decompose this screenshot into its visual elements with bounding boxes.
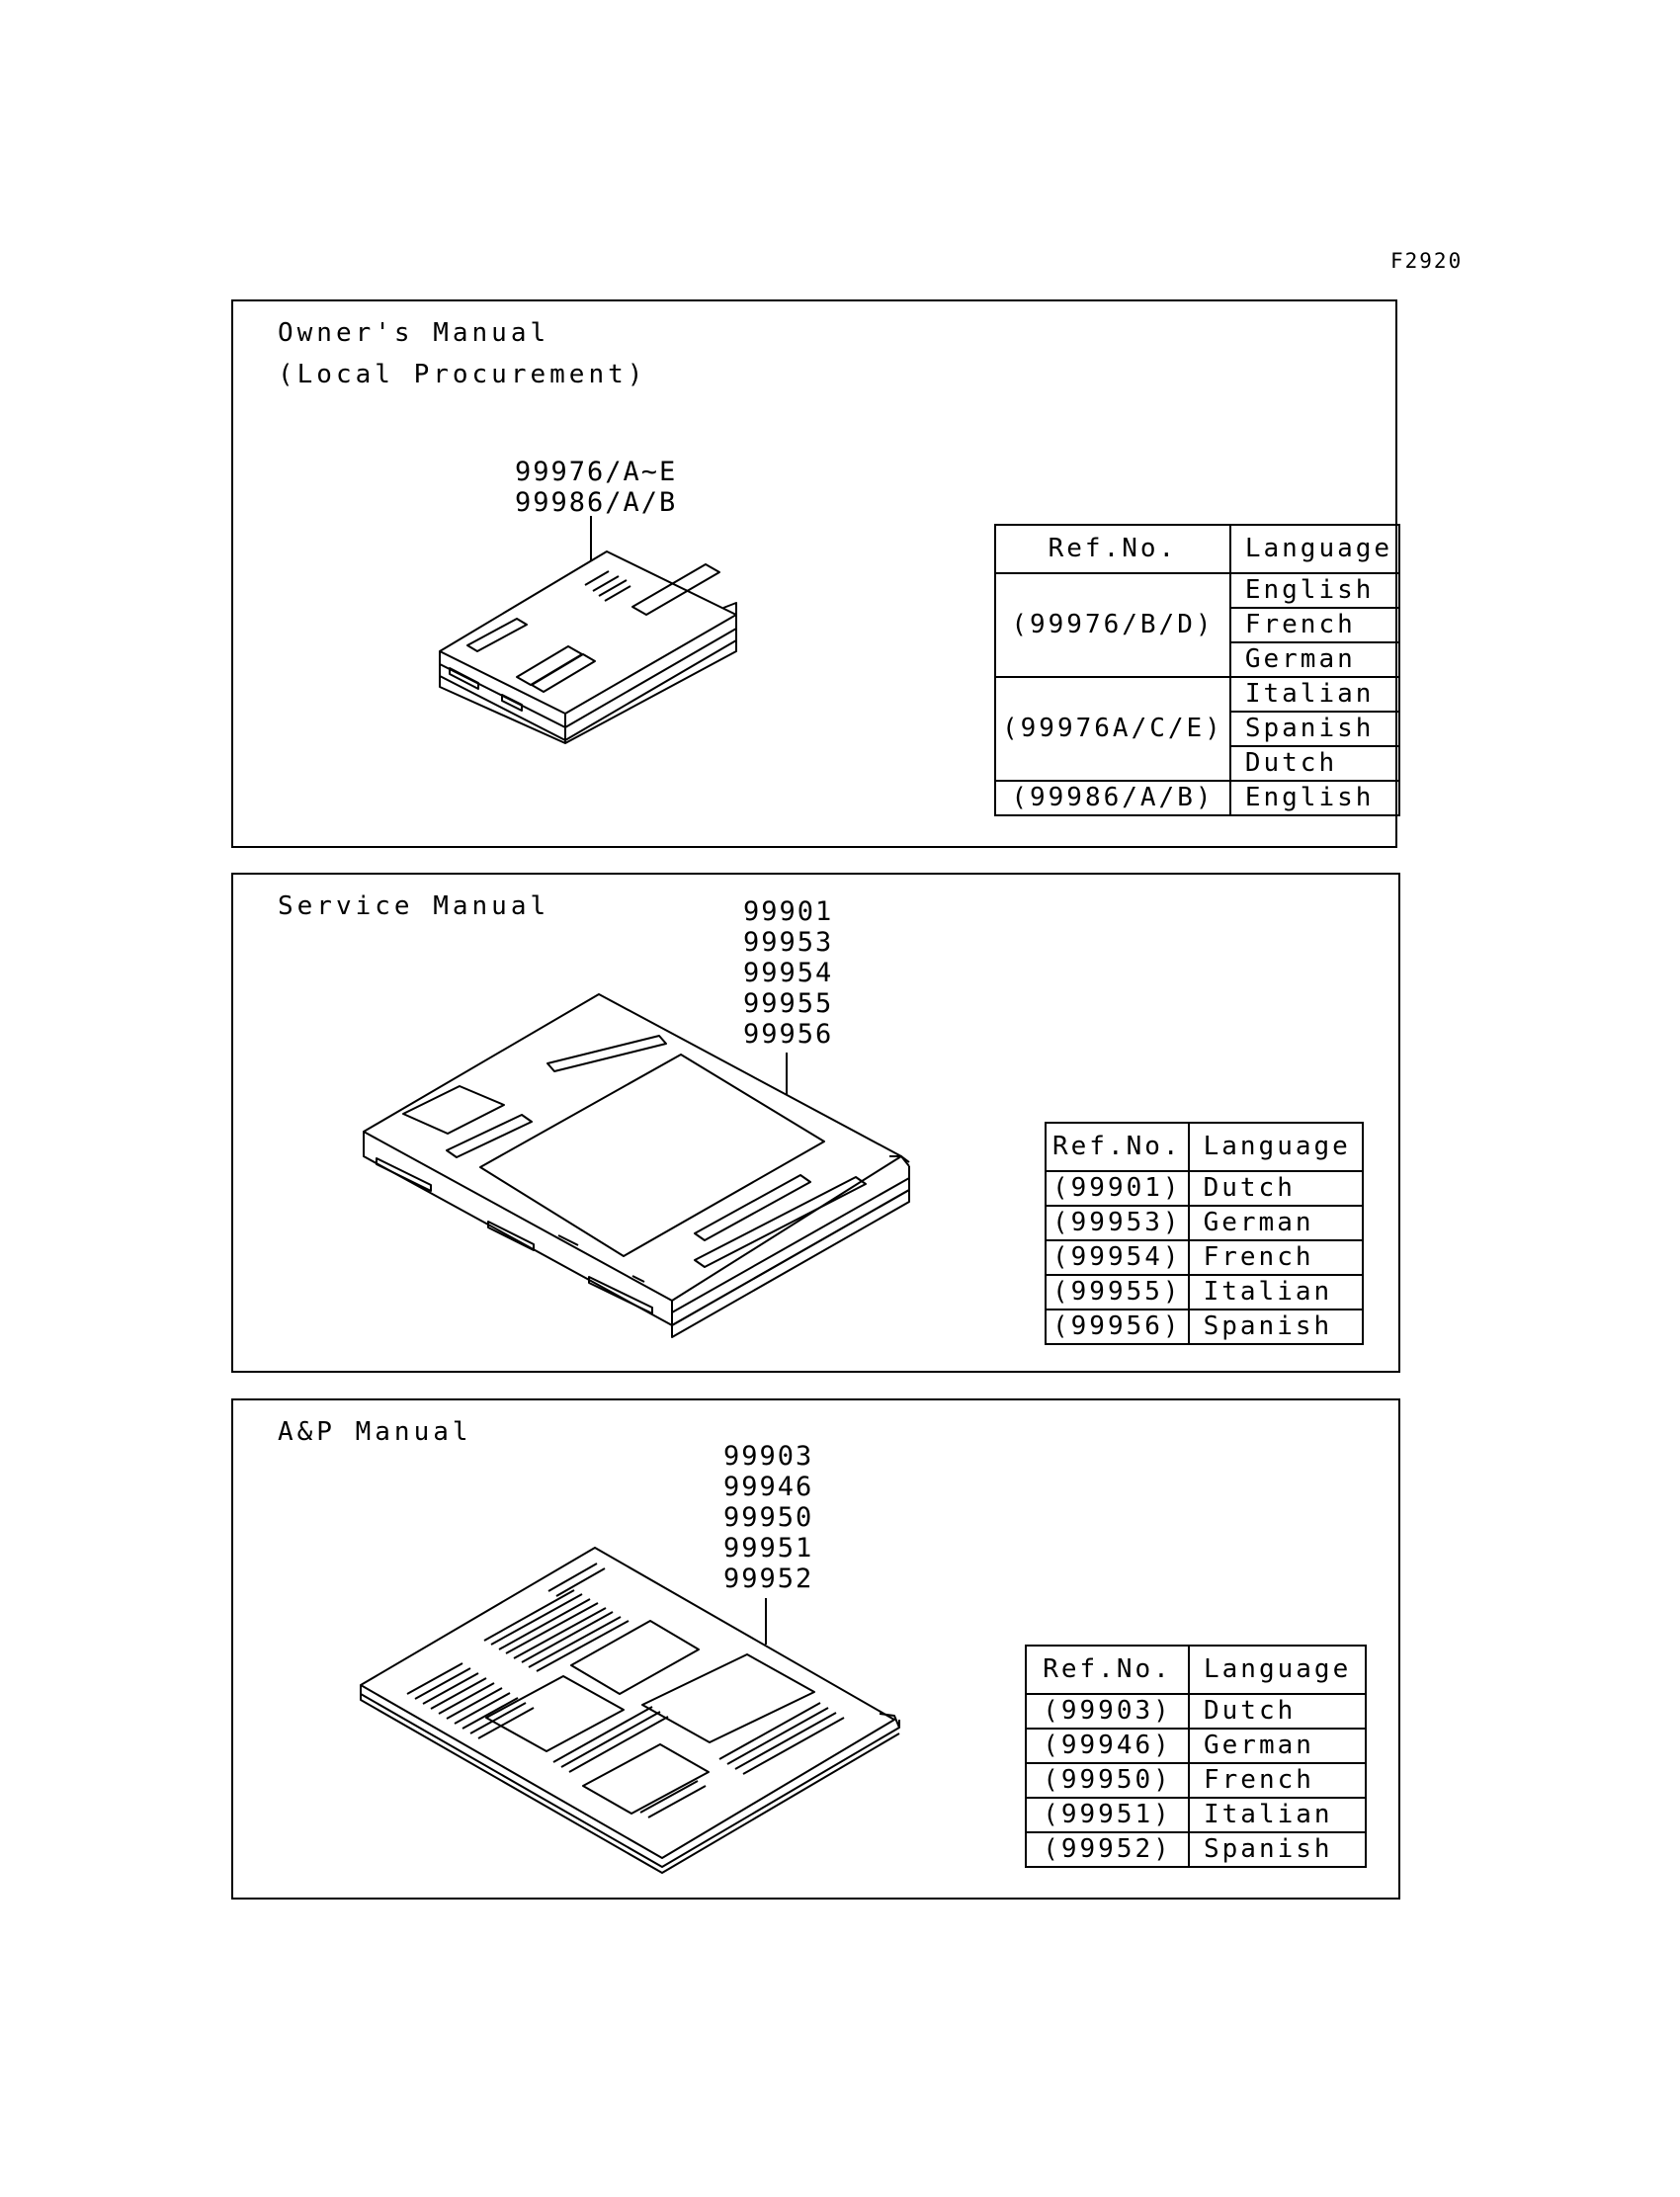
ref-cell: (99955): [1046, 1275, 1189, 1310]
ref-no-header: Ref.No.: [1046, 1123, 1189, 1171]
language-cell: German: [1189, 1206, 1363, 1240]
ref-cell: (99956): [1046, 1310, 1189, 1344]
ref-cell: (99951): [1026, 1798, 1189, 1832]
language-cell: French: [1189, 1763, 1366, 1798]
ref-cell: (99954): [1046, 1240, 1189, 1275]
part-number: 99901: [743, 896, 834, 927]
ref-cell: (99953): [1046, 1206, 1189, 1240]
language-cell: German: [1230, 642, 1399, 677]
ref-cell: (99903): [1026, 1694, 1189, 1729]
ap-language-table: [1025, 1645, 1367, 1868]
owners-manual-title: Owner's Manual: [278, 318, 550, 348]
language-cell: Italian: [1230, 677, 1399, 712]
ref-cell: (99950): [1026, 1763, 1189, 1798]
ref-no-header: Ref.No.: [995, 525, 1230, 573]
ref-cell: (99901): [1046, 1171, 1189, 1206]
ref-cell: (99952): [1026, 1832, 1189, 1867]
language-cell: Italian: [1189, 1275, 1363, 1310]
figure-code: F2920: [1390, 249, 1464, 273]
language-cell: Spanish: [1189, 1310, 1363, 1344]
owners-manual-subtitle: (Local Procurement): [278, 360, 647, 389]
part-number: 99951: [723, 1533, 814, 1563]
language-cell: French: [1230, 608, 1399, 642]
part-number: 99946: [723, 1472, 814, 1502]
part-number: 99955: [743, 988, 834, 1019]
part-number: 99952: [723, 1563, 814, 1594]
language-header: Language: [1189, 1646, 1366, 1694]
ref-no-header: Ref.No.: [1026, 1646, 1189, 1694]
part-number: 99903: [723, 1441, 814, 1472]
part-number: 99986/A/B: [515, 487, 678, 518]
ref-cell: (99976/B/D): [995, 573, 1230, 677]
language-header: Language: [1189, 1123, 1363, 1171]
language-cell: English: [1230, 781, 1399, 815]
part-number: 99950: [723, 1502, 814, 1533]
ref-cell: (99986/A/B): [995, 781, 1230, 815]
language-cell: Dutch: [1189, 1694, 1366, 1729]
ref-cell: (99976A/C/E): [995, 677, 1230, 781]
ap-manual-title: A&P Manual: [278, 1417, 472, 1447]
ref-cell: (99946): [1026, 1729, 1189, 1763]
service-manual-title: Service Manual: [278, 891, 550, 921]
language-cell: Dutch: [1189, 1171, 1363, 1206]
part-number: 99976/A~E: [515, 457, 678, 487]
part-number: 99954: [743, 958, 834, 988]
part-number: 99956: [743, 1019, 834, 1050]
language-cell: Spanish: [1230, 712, 1399, 746]
language-cell: French: [1189, 1240, 1363, 1275]
language-header: Language: [1230, 525, 1399, 573]
part-number: 99953: [743, 927, 834, 958]
language-cell: Dutch: [1230, 746, 1399, 781]
language-cell: German: [1189, 1729, 1366, 1763]
language-cell: English: [1230, 573, 1399, 608]
language-cell: Italian: [1189, 1798, 1366, 1832]
language-cell: Spanish: [1189, 1832, 1366, 1867]
